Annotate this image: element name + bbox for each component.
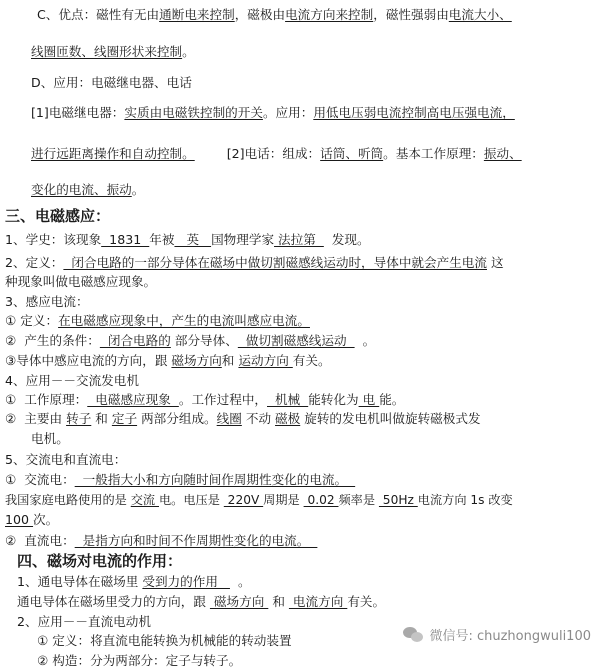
answer-blank: 磁场方向: [171, 353, 222, 368]
text: 周期是: [263, 493, 304, 507]
text: 电。电压是: [159, 493, 224, 507]
force-direction-line: [17, 594, 385, 610]
answer-blank: 运动方向: [238, 353, 293, 368]
answer-blank: 做切割磁感线运动: [237, 333, 355, 348]
text: ① 工作原理：: [5, 392, 88, 407]
text: 能转化为: [308, 392, 359, 407]
text: ① 交流电：: [5, 472, 75, 487]
relay-line-1: [31, 105, 515, 121]
answer-blank: 线圈匝数、线圈形状来控制: [31, 44, 183, 59]
household-circuit-line-2: [5, 512, 58, 528]
answer-blank: 定子: [111, 411, 138, 426]
force-line: [17, 574, 251, 590]
answer-blank: 英: [174, 232, 212, 247]
answer-blank: 电流方向: [288, 594, 348, 609]
answer-blank: 磁场方向: [209, 594, 269, 609]
answer-blank: 闭合电路的: [99, 333, 171, 348]
answer-blank: 电流大小、: [448, 7, 512, 22]
motor-definition: ① 定义：将直流电能转换为机械能的转动装置: [37, 633, 292, 648]
text: 旋转的发电机叫做旋转磁极式发: [300, 411, 481, 426]
relay-line-3: [31, 182, 144, 198]
text: 1、学史：该现象: [5, 232, 102, 247]
answer-blank: 话筒、听筒: [320, 146, 384, 161]
answer-blank: 振动、: [483, 146, 522, 161]
text: 通电导体在磁场里受力的方向，跟: [17, 594, 210, 609]
motor-structure: ② 构造：分为两部分：定子与转子。: [37, 653, 242, 668]
answer-blank: 进行远距离操作和自动控制。: [31, 146, 195, 161]
answer-blank: 电: [358, 392, 380, 407]
answer-blank: 磁极: [275, 411, 301, 426]
answer-blank: 闭合电路的一部分导体在磁场中做切割磁感线运动时，导体中就会产生电流: [63, 255, 487, 270]
answer-blank: 转子: [66, 411, 92, 426]
text: 。: [354, 333, 376, 348]
answer-blank: 交流: [130, 493, 159, 507]
text: [1]电磁继电器：: [31, 105, 125, 120]
ac-dc-head: 5、交流电和直流电：: [5, 452, 127, 467]
section-4-heading: 四、磁场对电流的作用：: [17, 552, 183, 570]
text: 国物理学家: [211, 232, 275, 247]
text: 。应用：: [262, 105, 314, 120]
text: 不动: [241, 411, 276, 426]
text: 和: [268, 594, 289, 609]
text: 年被: [149, 232, 175, 247]
text: ② 产生的条件：: [5, 333, 100, 348]
answer-blank: 电流方向来控制: [285, 7, 374, 22]
induced-current-condition: [5, 333, 375, 349]
answer-blank: 法拉第: [274, 232, 324, 247]
text: ② 主要由: [5, 411, 67, 426]
answer-blank: 用低电压弱电流控制高电压强电流，: [313, 105, 515, 120]
answer-blank: 100: [5, 512, 34, 527]
text: 我国家庭电路使用的是: [5, 493, 131, 507]
answer-blank: 机械: [267, 392, 309, 407]
dc-definition: [5, 533, 317, 549]
history-line: [5, 232, 370, 248]
answer-blank: 1831: [101, 232, 150, 247]
text: 。: [182, 44, 195, 59]
text: 能。: [379, 392, 405, 407]
text: 有关。: [347, 594, 386, 609]
text: ② 直流电：: [5, 533, 75, 548]
watermark-label: 微信号: chuzhongwuli100: [429, 629, 591, 644]
text: 两部分组成。: [137, 411, 217, 426]
advantages-line-2: [31, 44, 195, 60]
definition-line-2: 种现象叫做电磁感应现象。: [5, 274, 157, 289]
text: 。: [229, 574, 251, 589]
answer-blank: 0.02: [303, 493, 339, 507]
text: 2、定义：: [5, 255, 64, 270]
section-3-heading: 三、电磁感应：: [5, 207, 111, 225]
generator-parts: [5, 411, 481, 427]
text: 频率是: [338, 493, 379, 507]
text: 1、通电导体在磁场里: [17, 574, 143, 589]
answer-blank: 一般指大小和方向随时间作周期性变化的电流。: [74, 472, 356, 487]
text: ③导体中感应电流的方向，跟: [5, 353, 172, 368]
answer-blank: 是指方向和时间不作周期性变化的电流。: [74, 533, 318, 548]
text: [2]电话：组成：: [194, 146, 321, 161]
text: 有关。: [292, 353, 331, 368]
wechat-watermark: [401, 625, 593, 644]
answer-blank: 50Hz: [378, 493, 418, 507]
generator-principle: [5, 392, 404, 408]
text: ，磁性强弱由: [373, 7, 449, 22]
relay-line-2: [31, 146, 522, 162]
answer-blank: 变化的电流、振动: [31, 182, 132, 197]
text: C、优点：磁性有无由: [37, 7, 160, 22]
text: 这: [487, 255, 504, 270]
induced-current-head: 3、感应电流：: [5, 294, 89, 309]
answer-blank: 实质由电磁铁控制的开关: [124, 105, 263, 120]
text: ① 定义：: [5, 313, 59, 328]
wechat-icon: [403, 626, 425, 644]
generator-parts-line-2: 电机。: [31, 431, 69, 446]
answer-blank: 受到力的作用: [142, 574, 230, 589]
text: 次。: [33, 512, 59, 527]
induced-current-definition: [5, 313, 310, 329]
text: ，磁极由: [234, 7, 286, 22]
text: 部分导体、: [170, 333, 238, 348]
answer-blank: 电磁感应现象: [87, 392, 179, 407]
answer-blank: 线圈: [216, 411, 242, 426]
text: 发现。: [323, 232, 370, 247]
advantages-line-1: [37, 7, 512, 23]
answer-blank: 通断电来控制: [159, 7, 235, 22]
induced-current-direction: [5, 353, 331, 369]
household-circuit-line: [5, 492, 513, 508]
text: 。工作过程中，: [178, 392, 267, 407]
text: 和: [91, 411, 112, 426]
motor-head: 2、应用－－直流电动机: [17, 614, 151, 629]
text: 和: [221, 353, 239, 368]
answer-blank: 在电磁感应现象中，产生的电流叫感应电流。: [58, 313, 310, 328]
definition-line-1: [5, 255, 504, 271]
text: 电流方向 1s 改变: [417, 493, 513, 507]
ac-definition: [5, 472, 355, 488]
text: 。基本工作原理：: [383, 146, 484, 161]
generator-head: 4、应用－－交流发电机: [5, 373, 139, 388]
answer-blank: 220V: [223, 493, 264, 507]
text: 。: [131, 182, 145, 197]
applications-line: D、应用：电磁继电器、电话: [31, 75, 192, 90]
